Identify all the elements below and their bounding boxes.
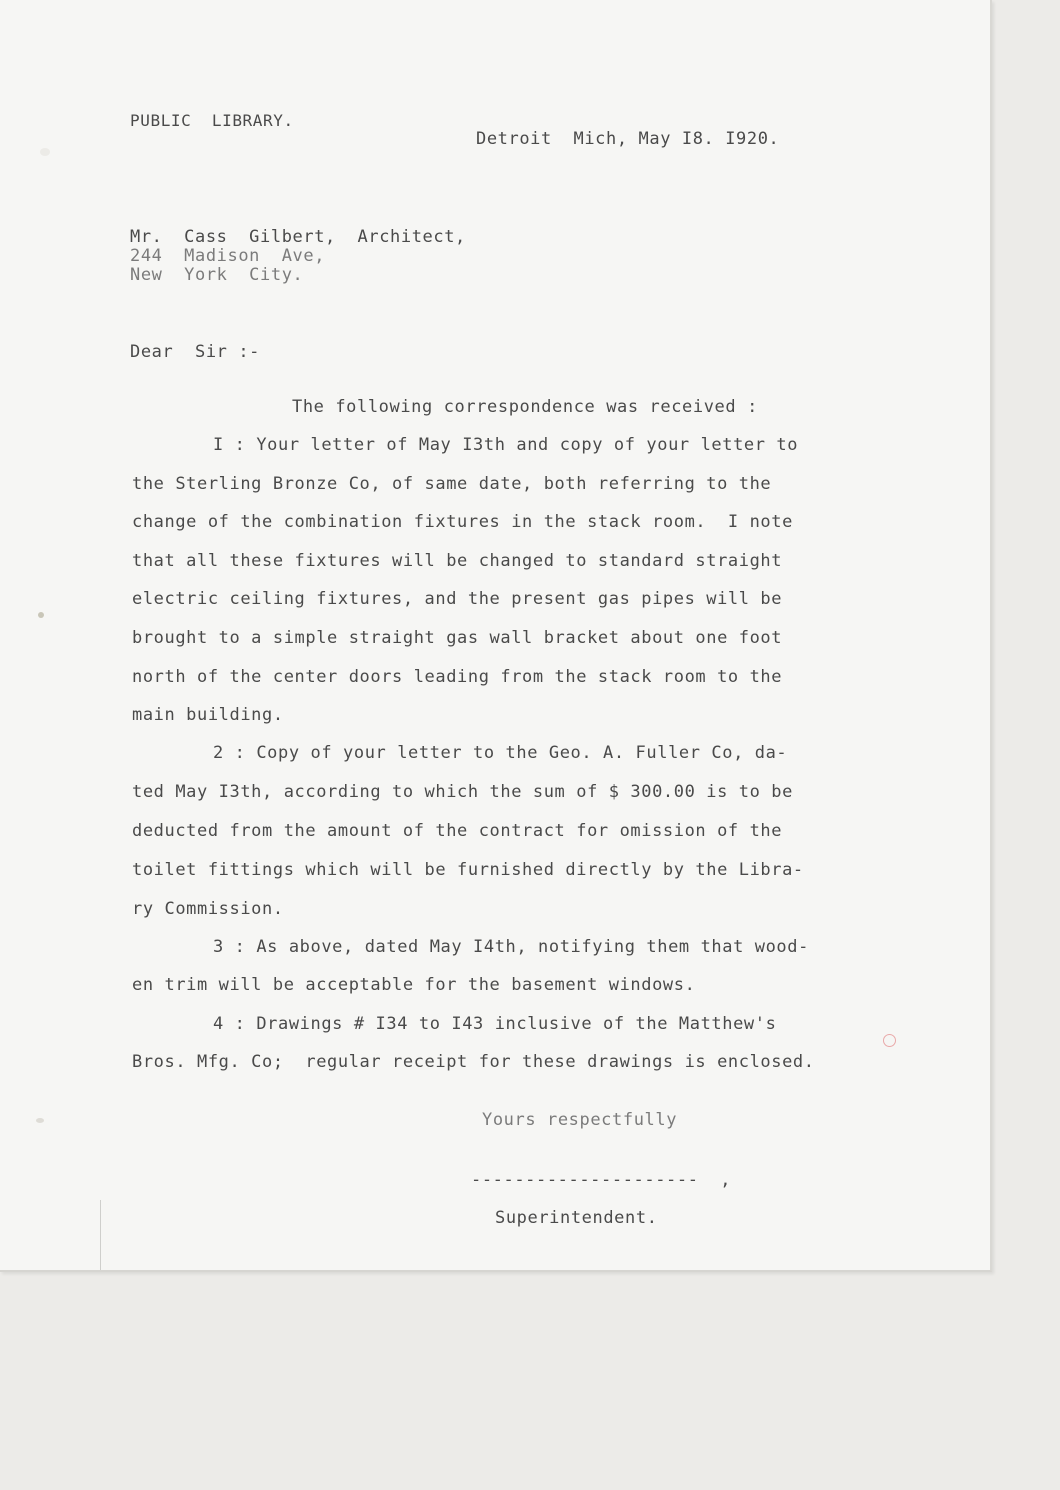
body-line: 3 : As above, dated May I4th, notifying them that wood- bbox=[213, 937, 809, 957]
body-line: ry Commission. bbox=[132, 899, 284, 919]
bleed-through bbox=[19, 1210, 28, 1240]
paper-speck bbox=[38, 612, 44, 618]
body-line: the Sterling Bronze Co, of same date, both referring to the bbox=[132, 474, 772, 494]
body-line: deducted from the amount of the contract for omission of the bbox=[132, 821, 783, 841]
recipient-line-1: Mr. Cass Gilbert, Architect, bbox=[130, 227, 466, 247]
recipient-line-3: New York City. bbox=[130, 265, 304, 285]
closing: Yours respectfully bbox=[482, 1110, 678, 1130]
body-line: brought to a simple straight gas wall bracket about one foot bbox=[132, 628, 783, 648]
body-line: I : Your letter of May I3th and copy of your letter to bbox=[213, 435, 799, 455]
recipient-line-2: 244 Madison Ave, bbox=[130, 246, 326, 266]
body-line: 2 : Copy of your letter to the Geo. A. Fuller Co, da- bbox=[213, 743, 788, 763]
body-line: 4 : Drawings # I34 to I43 inclusive of the Matthew's bbox=[213, 1014, 777, 1034]
body-line: electric ceiling fixtures, and the present gas pipes will be bbox=[132, 589, 783, 609]
salutation: Dear Sir :- bbox=[130, 342, 261, 362]
body-line: The following correspondence was received : bbox=[292, 397, 758, 417]
body-line: en trim will be acceptable for the basement windows. bbox=[132, 975, 696, 995]
body-line: that all these fixtures will be changed to standard straight bbox=[132, 551, 783, 571]
body-line: change of the combination fixtures in the stack room. I note bbox=[132, 512, 793, 532]
paper-speck bbox=[36, 1118, 44, 1123]
letterhead: PUBLIC LIBRARY. bbox=[130, 111, 294, 130]
body-line: north of the center doors leading from the stack room to the bbox=[132, 667, 783, 687]
body-line: main building. bbox=[132, 705, 284, 725]
fold-crease bbox=[100, 1200, 101, 1270]
signature-line: --------------------- , bbox=[471, 1170, 732, 1190]
paper-speck bbox=[40, 148, 50, 156]
red-ink-mark bbox=[883, 1034, 896, 1047]
body-line: Bros. Mfg. Co; regular receipt for these drawings is enclosed. bbox=[132, 1052, 815, 1072]
signature-title: Superintendent. bbox=[495, 1208, 658, 1228]
body-line: ted May I3th, according to which the sum of $ 300.00 is to be bbox=[132, 782, 793, 802]
body-line: toilet fittings which will be furnished directly by the Libra- bbox=[132, 860, 804, 880]
dateline: Detroit Mich, May I8. I920. bbox=[476, 129, 780, 149]
